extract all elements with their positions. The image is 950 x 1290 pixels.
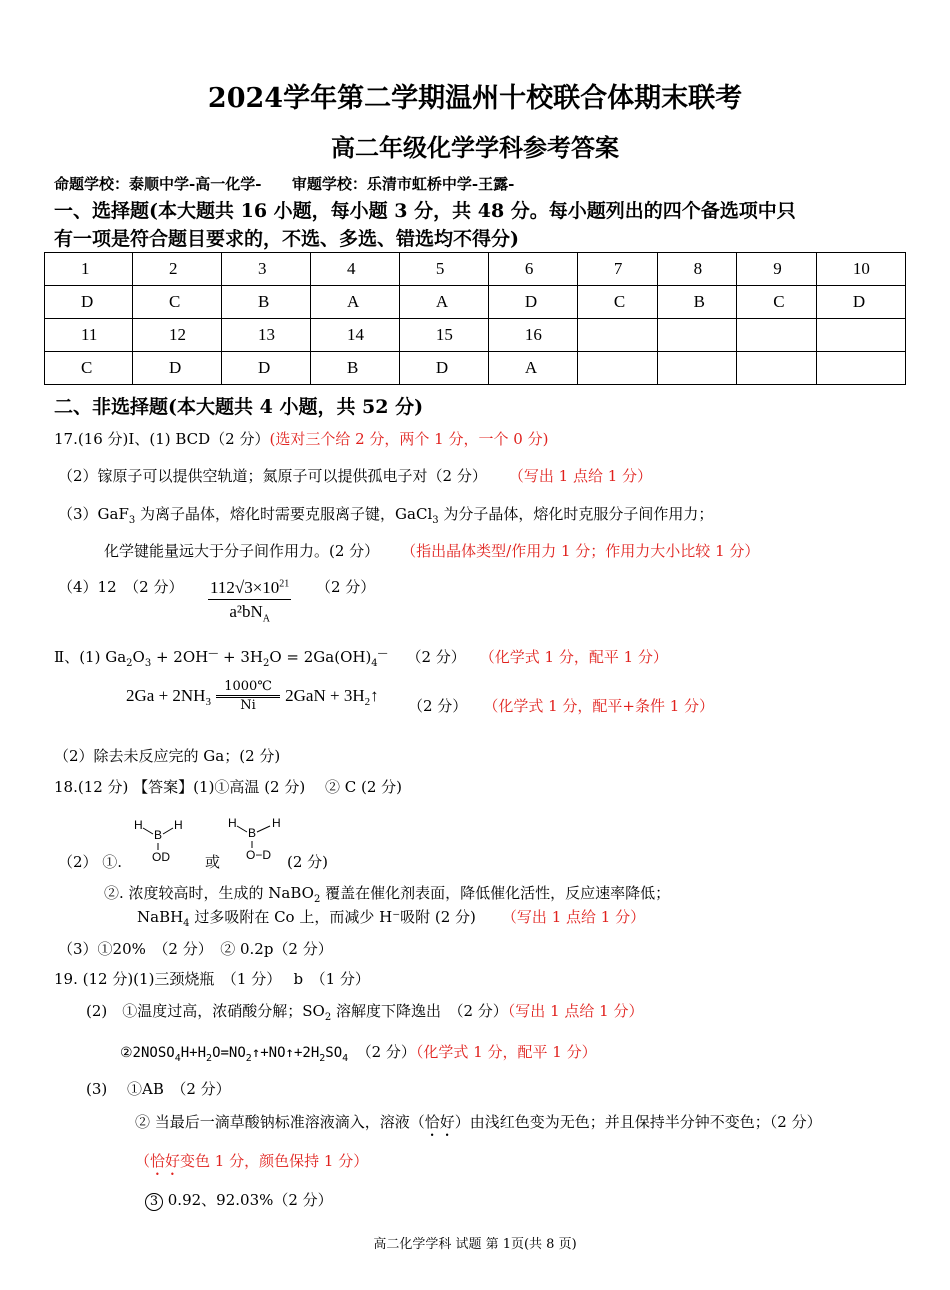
circled-number: 3 (145, 1193, 163, 1211)
condition-catalyst: Ni (240, 698, 256, 713)
table-cell: 3 (221, 253, 310, 286)
table-cell: 8 (657, 253, 737, 286)
text: 112√3×10 (210, 578, 280, 597)
q18-part2-score: (2 分) (287, 853, 329, 871)
text: 为分子晶体，熔化时克服分子间作用力； (438, 505, 714, 523)
score: （2 分） (408, 697, 468, 715)
text: ②2NOSO (120, 1045, 175, 1061)
text: SO (325, 1045, 343, 1061)
subscript: 4 (174, 1052, 181, 1064)
reviewer: 审题学校：乐清市虹桥中学-王露- (291, 175, 515, 193)
table-cell: 10 (816, 253, 905, 286)
fraction-numerator (208, 578, 291, 600)
subscript: 2 (364, 696, 371, 709)
table-cell: A (488, 352, 577, 385)
text: H+H (180, 1045, 207, 1061)
q19-part3c-note (135, 1150, 368, 1179)
table-cell: 4 (310, 253, 399, 286)
q17-ii-equation2 (126, 680, 379, 713)
text: （3）GaF (58, 505, 129, 523)
q17-ii-1 (54, 646, 668, 669)
text: NaBH (137, 908, 184, 926)
table-cell: 13 (221, 319, 310, 352)
table-cell: 9 (737, 253, 817, 286)
score: （2 分） (356, 1043, 416, 1061)
q17-part4-score: （2 分） (316, 578, 376, 596)
q17-ii-2: （2）除去未反应完的 Ga；(2 分) (54, 747, 281, 765)
table-row (45, 319, 906, 352)
table-cell: C (577, 286, 657, 319)
table-cell (577, 352, 657, 385)
table-cell: D (221, 352, 310, 385)
atom-od: O−D (246, 848, 272, 862)
table-cell: B (310, 352, 399, 385)
text: 变色 1 分，颜色保持 1 分） (180, 1152, 369, 1170)
subscript: 2 (324, 1012, 332, 1023)
subscript: 3 (128, 515, 136, 526)
answer-table (44, 252, 906, 385)
page-subtitle: 高二年级化学学科参考答案 (331, 133, 619, 162)
fraction (208, 578, 291, 624)
subscript: 4 (183, 918, 190, 929)
text: + 2OH (151, 648, 209, 666)
atom-b: B (248, 826, 257, 840)
text: (2) ①温度过高，浓硝酸分解；SO (86, 1002, 325, 1020)
density-formula (208, 578, 291, 624)
subscript: 2 (319, 1052, 326, 1064)
text: （4）12 （2 分） (58, 578, 184, 596)
superscript: — (377, 648, 388, 659)
scoring-note: （写出 1 点给 1 分） (501, 908, 646, 926)
text: a²bN (229, 602, 263, 621)
table-cell: D (45, 286, 133, 319)
q17-part2 (58, 465, 652, 486)
text: 过多吸附在 Co 上，而减少 H⁻吸附 (2 分) (189, 908, 476, 926)
section2-heading: 二、非选择题(本大题共 4 小题，共 52 分) (54, 396, 424, 418)
table-cell: C (737, 286, 817, 319)
text: ②. 浓度较高时，生成的 NaBO (104, 884, 314, 902)
condition-temp: 1000℃ (224, 679, 272, 694)
page-footer: 高二化学学科 试题 第 1页(共 8 页) (373, 1237, 577, 1252)
scoring-note: （指出晶体类型/作用力 1 分；作用力大小比较 1 分） (401, 542, 760, 560)
q19-part3a: (3) ①AB （2 分） (86, 1080, 231, 1098)
table-cell (657, 319, 737, 352)
atom-h: H (134, 818, 143, 832)
emphasized-text: 恰好 (424, 1113, 455, 1131)
table-cell: D (816, 286, 905, 319)
q17-part2-text: （2）镓原子可以提供空轨道；氮原子可以提供孤电子对（2 分） (58, 467, 487, 485)
table-cell: D (488, 286, 577, 319)
table-cell (816, 352, 905, 385)
table-cell: A (310, 286, 399, 319)
table-row (45, 253, 906, 286)
subscript: 2 (245, 1052, 252, 1064)
subscript: A (262, 613, 270, 625)
text: 2Ga + 2NH (126, 686, 206, 705)
q17-part1 (54, 428, 548, 449)
scoring-note: (选对三个给 2 分，两个 1 分，一个 0 分) (269, 430, 549, 448)
atom-od: OD (152, 850, 170, 864)
atom-b: B (154, 828, 163, 842)
text: ② 当最后一滴草酸钠标准溶液滴入，溶液（ (135, 1113, 425, 1131)
q18-part2-prefix: （2） ①. (58, 853, 123, 871)
superscript: — (208, 648, 219, 659)
text: O = 2Ga(OH) (269, 648, 372, 666)
gas-arrow: ↑ (370, 686, 379, 705)
table-cell: 5 (399, 253, 488, 286)
q17-part3-line1 (58, 503, 713, 526)
table-cell (577, 319, 657, 352)
subscript: 2 (206, 1052, 213, 1064)
bond-lines (226, 814, 290, 866)
table-cell: 14 (310, 319, 399, 352)
subscript: 3 (205, 696, 211, 709)
table-row (45, 286, 906, 319)
score: （2 分） (406, 648, 466, 666)
bond-lines (132, 816, 192, 868)
q18-part3: （3）①20% （2 分） ② 0.2p（2 分） (58, 940, 333, 958)
emphasized-text: 恰好 (150, 1152, 181, 1170)
table-cell: C (132, 286, 221, 319)
section1-heading-line1: 一、选择题(本大题共 16 小题，每小题 3 分，共 48 分。每小题列出的四个备选项中只 (54, 200, 796, 222)
reaction-condition (216, 680, 280, 713)
page-title: 2024学年第二学期温州十校联合体期末联考 (207, 83, 743, 114)
q19-part2b (120, 1041, 597, 1064)
table-cell: 2 (132, 253, 221, 286)
text: 0.92、92.03%（2 分） (163, 1191, 333, 1209)
atom-h: H (228, 816, 237, 830)
table-cell: D (132, 352, 221, 385)
subscript: 3 (144, 658, 152, 669)
table-cell: 11 (45, 319, 133, 352)
q18-part1: 18.(12 分) 【答案】(1)①高温 (2 分) ② C (2 分) (54, 778, 403, 796)
scoring-note: （写出 1 点给 1 分） (507, 1002, 644, 1020)
table-cell: 15 (399, 319, 488, 352)
q19-part3b (135, 1111, 822, 1140)
table-cell: B (221, 286, 310, 319)
scoring-note: （化学式 1 分，配平+条件 1 分） (483, 697, 715, 715)
q17-part1-text: 17.(16 分)Ⅰ、(1) BCD（2 分） (54, 430, 270, 448)
q17-part3-line2 (104, 540, 759, 561)
setter: 命题学校：泰顺中学-高一化学- (54, 175, 262, 193)
table-cell: D (399, 352, 488, 385)
molecule-structure-2 (226, 814, 290, 866)
text: 覆盖在催化剂表面，降低催化活性，反应速率降低； (320, 884, 671, 902)
scoring-note: （化学式 1 分，配平 1 分） (479, 648, 668, 666)
table-cell: A (399, 286, 488, 319)
table-cell: 7 (577, 253, 657, 286)
table-cell (737, 319, 817, 352)
atom-h: H (272, 816, 281, 830)
subscript: 2 (126, 658, 133, 669)
table-cell (816, 319, 905, 352)
subscript: 4 (371, 658, 378, 669)
meta-line (54, 173, 514, 194)
molecule-structure-1 (132, 816, 192, 868)
q18-part2b (104, 882, 670, 905)
table-row (45, 352, 906, 385)
table-cell: C (45, 352, 133, 385)
subscript: 2 (262, 658, 270, 669)
subscript: 2 (313, 894, 321, 905)
table-cell (737, 352, 817, 385)
or-text: 或 (205, 853, 221, 871)
table-cell: 6 (488, 253, 577, 286)
text: ↑+NO↑+2H (251, 1045, 320, 1061)
subscript: 3 (432, 515, 439, 526)
q19-part2a (86, 1000, 643, 1023)
text: ）由浅红色变为无色；并且保持半分钟不变色；（2 分） (454, 1113, 822, 1131)
scoring-note: （写出 1 点给 1 分） (508, 467, 653, 485)
scoring-note: （化学式 1 分，配平 1 分） (415, 1043, 597, 1061)
q19-part1: 19. (12 分)(1)三颈烧瓶 （1 分） b （1 分） (54, 970, 370, 988)
text: Ⅱ、(1) Ga (54, 648, 127, 666)
text: O=NO (212, 1045, 246, 1061)
text: 2GaN + 3H (285, 686, 365, 705)
table-cell: 12 (132, 319, 221, 352)
text: + 3H (218, 648, 263, 666)
section1-heading-line2: 有一项是符合题目要求的，不选、多选、错选均不得分) (54, 228, 519, 250)
text: O (132, 648, 145, 666)
text: 化学键能量远大于分子间作用力。(2 分） (104, 542, 380, 560)
text: 溶解度下降逸出 （2 分） (331, 1002, 508, 1020)
table-cell: B (657, 286, 737, 319)
fraction-denominator (208, 600, 291, 624)
subscript: 4 (342, 1052, 349, 1064)
table-cell: 1 (45, 253, 133, 286)
q17-part4 (58, 576, 183, 597)
q17-ii-eq2-score (408, 695, 714, 716)
superscript: 21 (279, 578, 290, 590)
text: （ (135, 1152, 151, 1170)
atom-h: H (174, 818, 183, 832)
table-cell: 16 (488, 319, 577, 352)
table-cell (657, 352, 737, 385)
q18-part2c (137, 906, 645, 929)
q19-part3d (145, 1189, 333, 1211)
text: 为离子晶体，熔化时需要克服离子键，GaCl (135, 505, 433, 523)
